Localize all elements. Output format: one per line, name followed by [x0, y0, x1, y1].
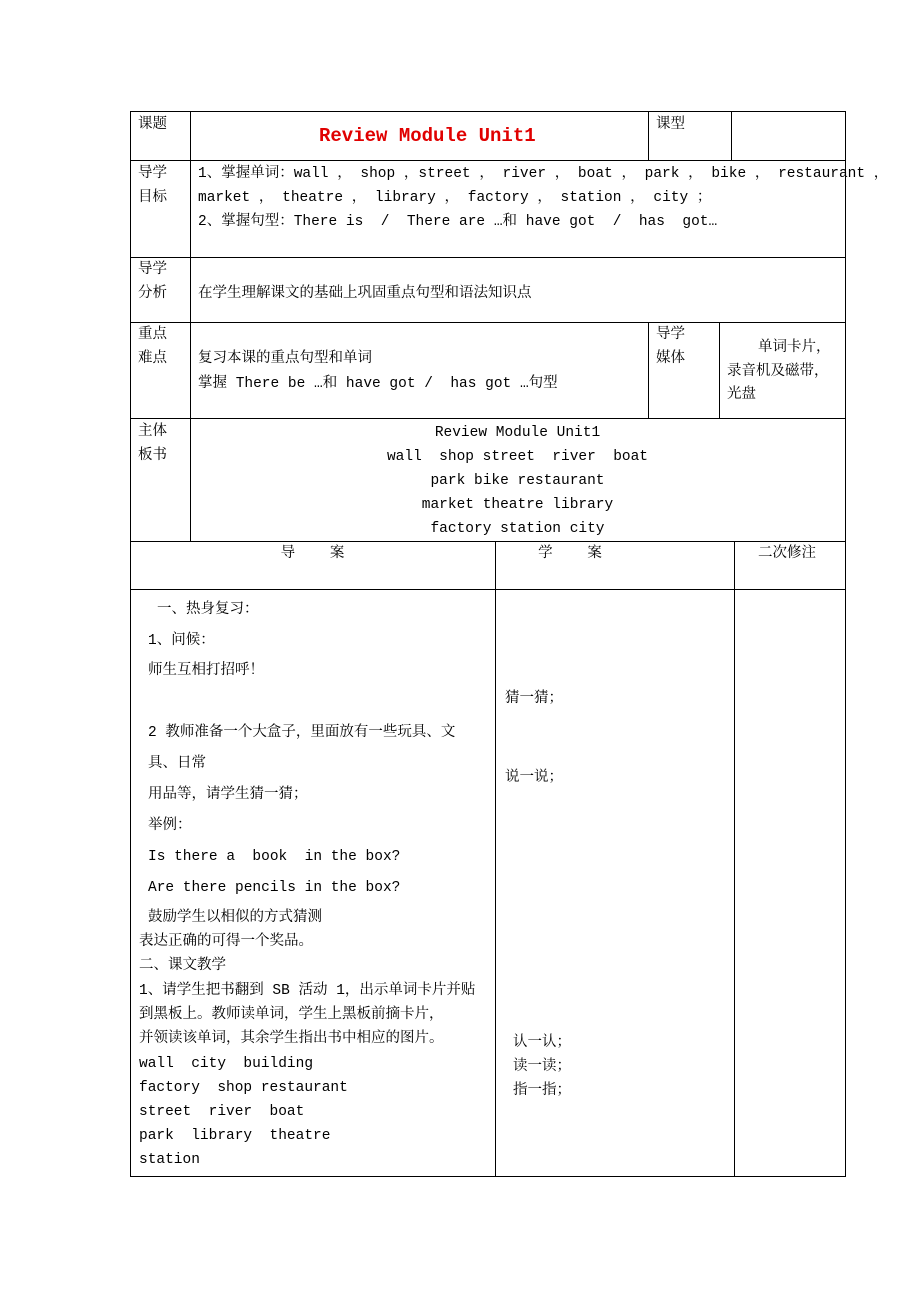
media-line: 单词卡片， [758, 340, 831, 356]
analysis-text: 在学生理解课文的基础上巩固重点句型和语法知识点 [198, 286, 532, 302]
board-label: 主体 [138, 424, 167, 440]
guide-line: 一、热身复习： [157, 602, 259, 618]
topic-label: 课题 [138, 117, 167, 133]
board-line: wall shop street river boat [386, 449, 649, 465]
table-border [130, 111, 846, 112]
guide-line: station [139, 1152, 200, 1168]
table-border [130, 1176, 846, 1177]
guide-line: 用品等，请学生猜一猜； [148, 787, 308, 803]
study-line: 指一指； [513, 1083, 571, 1099]
table-border [648, 322, 649, 418]
keypoints-label: 难点 [138, 351, 167, 367]
analysis-label: 分析 [138, 286, 167, 302]
guide-line: 到黑板上。教师读单词，学生上黑板前摘卡片， [139, 1007, 444, 1023]
page-title: Review Module Unit1 [319, 125, 536, 147]
table-border [719, 322, 720, 418]
guide-line: park library theatre [139, 1128, 331, 1144]
guide-line: 具、日常 [148, 756, 206, 772]
column-header-study: 学 案 [538, 546, 602, 562]
media-line: 光盘 [727, 387, 756, 403]
table-border [495, 541, 496, 1176]
guide-line: 鼓励学生以相似的方式猜测 [148, 910, 322, 926]
guide-line: 二、课文教学 [139, 958, 226, 974]
keypoints-label: 重点 [138, 327, 167, 343]
guide-line: 1、请学生把书翻到 SB 活动 1，出示单词卡片并贴 [139, 983, 476, 999]
guide-line: 师生互相打招呼！ [148, 663, 264, 679]
study-line: 说一说； [505, 770, 563, 786]
column-header-guide: 导 案 [280, 546, 345, 562]
table-border [734, 541, 735, 1176]
type-label: 课型 [656, 117, 685, 133]
objectives-label: 导学 [138, 166, 167, 182]
objectives-label: 目标 [138, 190, 167, 206]
column-header-notes: 二次修注 [758, 546, 816, 562]
table-border [130, 257, 846, 258]
table-border [130, 418, 846, 419]
study-line: 认一认； [513, 1035, 571, 1051]
analysis-label: 导学 [138, 262, 167, 278]
table-border [130, 160, 846, 161]
board-line: factory station city [430, 521, 605, 537]
guide-line: Are there pencils in the box? [148, 880, 401, 896]
keypoint-line: 复习本课的重点句型和单词 [198, 351, 372, 367]
objective-line: 1、掌握单词：wall ， shop ，street ， river ， boat ， park ， bike ， restaurant ， [198, 166, 889, 182]
objective-line: market ， theatre ， library ， factory ， station ， city ； [198, 190, 712, 206]
table-border [130, 589, 846, 590]
board-line: Review Module Unit1 [434, 425, 601, 441]
board-label: 板书 [138, 448, 167, 464]
table-border [731, 111, 732, 160]
board-line: market theatre library [421, 497, 614, 513]
table-border [845, 111, 846, 1177]
guide-line: 并领读该单词，其余学生指出书中相应的图片。 [139, 1031, 444, 1047]
table-border [130, 541, 846, 542]
guide-line: 举例： [148, 818, 192, 834]
media-line: 录音机及磁带， [727, 364, 829, 380]
keypoint-line: 掌握 There be …和 have got / has got …句型 [198, 376, 558, 392]
guide-line: 1、问候： [148, 633, 215, 649]
table-border [648, 111, 649, 160]
board-line: park bike restaurant [430, 473, 605, 489]
objective-line: 2、掌握句型：There is / There are …和 have got / has got… [198, 214, 718, 230]
guide-line: 表达正确的可得一个奖品。 [139, 934, 313, 950]
guide-line: street river boat [139, 1104, 305, 1120]
table-border [130, 111, 131, 1177]
guide-line: Is there a book in the box? [148, 849, 401, 865]
study-line: 猜一猜； [505, 691, 563, 707]
study-line: 读一读； [513, 1059, 571, 1075]
media-label: 媒体 [656, 351, 685, 367]
guide-line: factory shop restaurant [139, 1080, 348, 1096]
guide-line: wall city building [139, 1056, 314, 1072]
media-label: 导学 [656, 327, 685, 343]
table-border [130, 322, 846, 323]
guide-line: 2 教师准备一个大盒子，里面放有一些玩具、文 [148, 725, 456, 741]
